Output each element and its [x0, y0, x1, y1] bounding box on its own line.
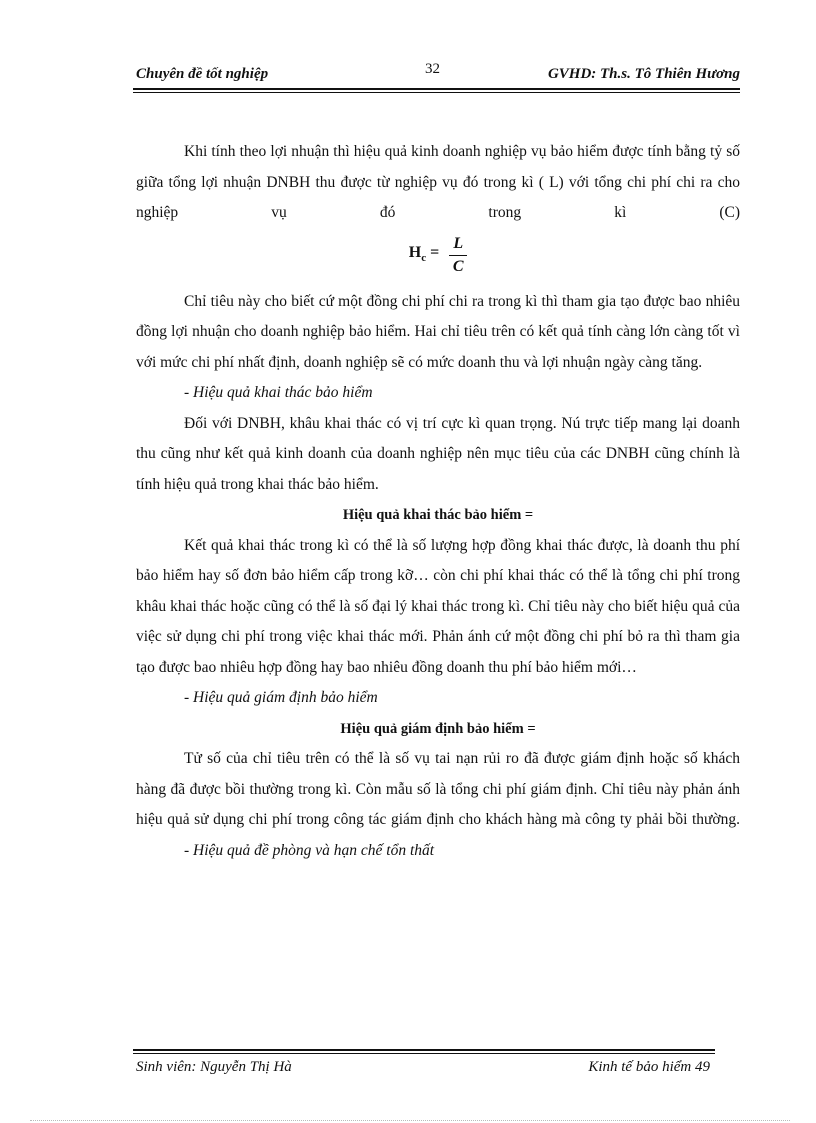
- heading-khai-thac: - Hiệu quả khai thác bảo hiểm: [184, 384, 373, 401]
- formula-hc: [136, 231, 740, 281]
- footer-class: Kinh tế bảo hiểm 49: [588, 1059, 710, 1075]
- paragraph-1: Khi tính theo lợi nhuận thì hiệu quả kinh doanh nghiệp vụ bảo hiểm được tính bằng tỷ số giữa tổng lợi nhuận DNBH thu được từ nghiệp vụ đó trong kì ( L) với tổng chi phí chi ra cho nghiệp vụ đó trong kì (C): [136, 143, 740, 221]
- footer-student: Sinh viên: Nguyễn Thị Hà: [136, 1059, 292, 1075]
- heading-de-phong: - Hiệu quả đề phòng và hạn chế tổn thất: [184, 841, 435, 859]
- formula-fraction: [449, 235, 467, 277]
- formula-numerator: L: [453, 234, 464, 252]
- footer-rule: [133, 1049, 715, 1051]
- header-title: Chuyên đề tốt nghiệp: [136, 66, 269, 82]
- page-body: [136, 137, 740, 866]
- paragraph-4: Kết quả khai thác trong kì có thể là số lượng hợp đồng khai thác được, là doanh thu phí bảo hiểm hay số đơn bảo hiểm cấp trong kỡ… còn chi phí khai thác có thể là tổng chi phí trong khâu khai thác hoặc cũng có thể là số đại lý khai thác trong kì. Chỉ tiêu này cho biết hiệu quả của việc sử dụng chi phí trong việc khai thác mới. Phản ánh cứ một đồng chi phí bỏ ra thì tham gia tạo được bao nhiêu hợp đồng hay bao nhiêu đồng doanh thu phí bảo hiểm mới…: [136, 536, 740, 676]
- fraction-bar: [449, 255, 467, 257]
- formula-khai-thac: Hiệu quả khai thác bảo hiểm =: [342, 507, 534, 523]
- header-rule-thin: [133, 92, 740, 93]
- heading-giam-dinh: - Hiệu quả giám định bảo hiểm: [184, 689, 378, 706]
- formula-denominator: C: [452, 258, 464, 276]
- header-rule: [133, 88, 740, 90]
- paragraph-5: Tử số của chỉ tiêu trên có thể là số vụ tai nạn rủi ro đã được giám định hoặc số khách hàng đã được bồi thường trong kì. Còn mẫu số là tổng chi phí giám định. Chỉ tiêu này phản ánh hiệu quả sử dụng chi phí trong công tác giám định cho khách hàng mà công ty phải bồi thường.: [136, 750, 740, 828]
- header-advisor: GVHD: Th.s. Tô Thiên Hương: [547, 66, 740, 82]
- footer-rule-thin: [133, 1053, 715, 1054]
- formula-lhs: $H_c$ =: [408, 243, 440, 264]
- page-edge-dots: [30, 1120, 790, 1121]
- formula-giam-dinh: Hiệu quả giám định bảo hiểm =: [340, 720, 536, 737]
- paragraph-3: Đối với DNBH, khâu khai thác có vị trí cực kì quan trọng. Nú trực tiếp mang lại doanh thu cũng như kết quả kinh doanh của doanh nghiệp nên mục tiêu của các DNBH cũng chính là tính hiệu quả trong khai thác bảo hiểm.: [136, 414, 740, 493]
- page-number: 32: [425, 61, 440, 77]
- paragraph-2: Chỉ tiêu này cho biết cứ một đồng chi phí chi ra trong kì thì tham gia tạo được bao nhiêu đồng lợi nhuận cho doanh nghiệp bảo hiểm. Hai chỉ tiêu trên có kết quả tính càng lớn càng tốt vì với mức chi phí nhất định, doanh nghiệp sẽ có mức doanh thu và lợi nhuận ngày càng tăng.: [136, 292, 740, 371]
